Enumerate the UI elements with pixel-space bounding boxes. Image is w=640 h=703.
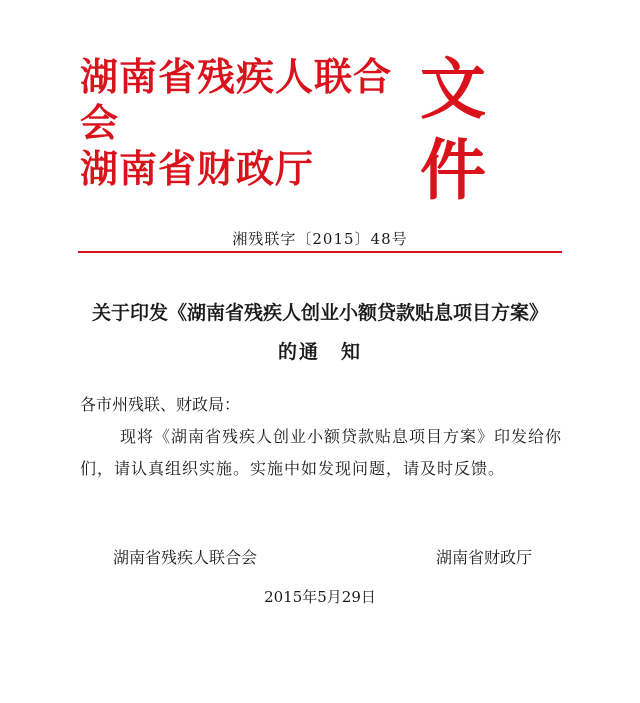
red-divider [78,251,562,253]
notice-title-line-1: 关于印发《湖南省残疾人创业小额贷款贴息项目方案》 [91,302,548,324]
doc-mark-jian: 件 [420,131,486,209]
doc-mark-wen: 文 [420,50,486,128]
document-number: 湘残联字〔2015〕48号 [232,230,408,248]
body-paragraph-line-2: 们，请认真组织实施。实施中如发现问题，请及时反馈。 [80,459,506,478]
signature-left: 湖南省残疾人联合会 [113,548,258,567]
notice-title-line-2: 的通 知 [277,341,362,363]
issuer-line-1: 湖南省残疾人联合 [80,55,393,99]
salutation: 各市州残联、财政局： [80,395,241,414]
issuer-line-1-continuation: 会 [80,101,120,145]
issuer-line-2: 湖南省财政厅 [80,147,315,191]
issue-date: 2015年5月29日 [264,588,376,606]
signature-right: 湖南省财政厅 [436,548,533,567]
body-paragraph-line-1: 现将《湖南省残疾人创业小额贷款贴息项目方案》印发给你 [120,427,563,446]
